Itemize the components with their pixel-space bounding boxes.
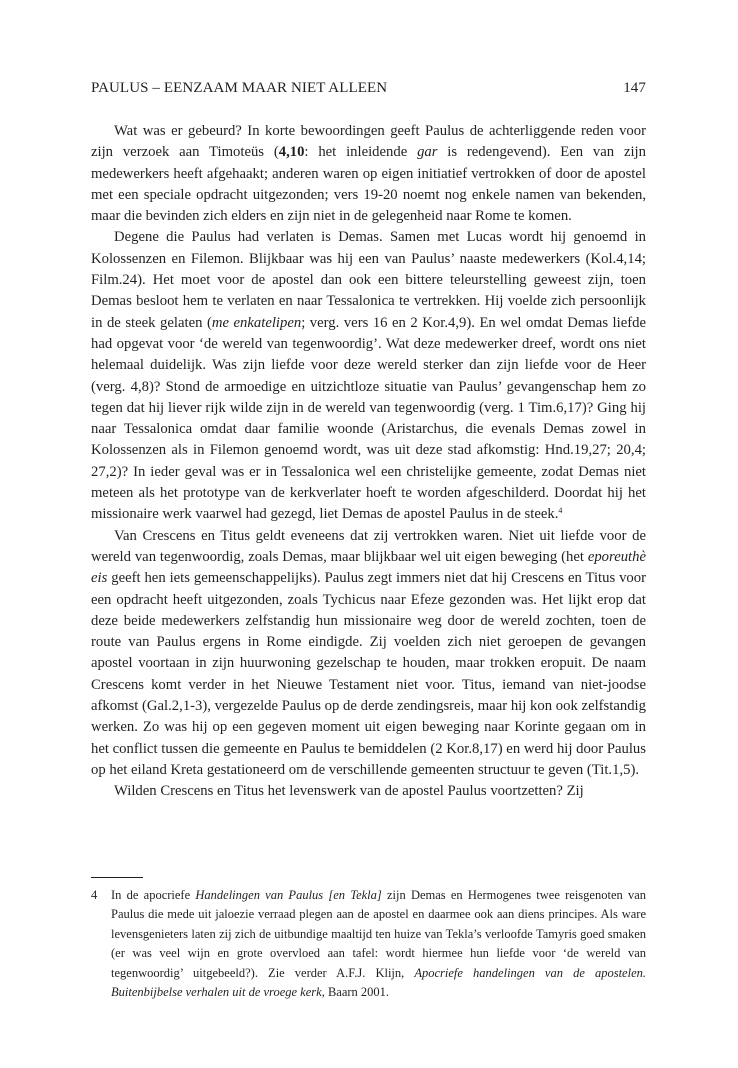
text-run: ; verg. vers 16 en 2 Kor.4,9). En wel omdat Demas liefde had opgevat voor ‘de wereld van tegenwoordig’. Wat deze medewerker dreef, wordt ons niet helemaal duidelijk. Was zijn liefde voor deze wereld sterker dan zijn liefde voor de Heer (verg. 4,8)? Stond de armoedige en uitzichtloze situatie van Paulus’ gevangenschap hem zo tegen dat hij liever rijk wilde zijn in de wereld van tegenwoordig (verg. 1 Tim.6,17)? Ging hij naar Tessalonica omdat daar familie woonde (Aristarchus, die evenals Demas zowel in Kolossenzen als in Filemon genoemd wordt, was uit deze stad afkomstig: Hnd.19,27; 20,4; 27,2)? In ieder geval was er in Tessalonica wel een christelijke gemeente, zodat Demas niet meteen als het prototype van de kerkverlater hoeft te worden afgeschilderd. Doordat hij het missionaire werk vaarwel had gezegd, liet Demas de apostel Paulus in de steek. [91,314,646,523]
text-run: Wilden Crescens en Titus het levenswerk van de apostel Paulus voortzetten? Zij [114,783,584,800]
page-number: 147 [623,80,646,96]
text-run: Wat was er gebeurd? In korte bewoordingen geeft Paulus de achterliggende reden voor zijn verzoek aan Timoteüs ( [91,123,646,161]
text-run: Van Crescens en Titus geldt eveneens dat zij vertrokken waren. Niet uit liefde voor de wereld van tegenwoordig, zoals Demas, maar blijkbaar wel uit eigen beweging (het [91,527,646,565]
italic-term: me enkatelipen [211,314,302,331]
italic-title: Handelingen van Paulus [en Tekla] [195,888,382,902]
text-run: is redengevend). Een van zijn medewerkers heeft afgehaakt; anderen waren op eigen initiatief vertrokken of door de apostel met een speciale opdracht uitgezonden; vers 19-20 noemt nog enkele namen van bekenden, maar die bevinden zich elders en zijn niet in de gelegenheid naar Rome te komen. [91,144,646,225]
text-run: : het inleidende [304,144,418,161]
text-run: In de apocriefe [111,888,196,902]
paragraph [91,121,646,227]
footnote-marker: 4 [558,506,563,516]
text-run: zijn Demas en Hermogenes twee reisgenoten van Paulus die mede uit jaloezie verraad plegen aan de apostel en daarmee ook aan diens principes. Als ware levensgenieters laten zij zich de uitbundige maaltijd ten huize van Tekla’s verloofde Tamyris goed smaken (er was veel wijn en grote overvloed aan tafel: wordt hiermee hun liefde voor ‘de wereld van tegenwoordig’ uitgebeeld?). Zie verder A.F.J. Klijn, [111,888,647,980]
text-run: geeft hen iets gemeenschappelijks). Paulus zegt immers niet dat hij Crescens en Titus voor een opdracht heeft uitgezonden, zoals Tychicus naar Efeze gezonden was. Het lijkt erop dat deze beide medewerkers zelfstandig hun missionaire weg door de wereld zochten, toen de route van Paulus ergens in Rome eindigde. Zij voelden zich niet geroepen de gevangen apostel voortaan in zijn huurwoning gezelschap te houden, maar trokken eropuit. De naam Crescens komt verder in het Nieuwe Testament niet voor. Titus, iemand van niet-joodse afkomst (Gal.2,1-3), vergezelde Paulus op de derde zendingsreis, maar hij kon ook zelfstandig werken. Zo was hij op een gegeven moment uit eigen beweging naar Korinte gegaan om in het conflict tussen die gemeente en Paulus te bemiddelen (2 Kor.8,17) en werd hij door Paulus op het eiland Kreta gestationeerd om de verschillende gemeenten structuur te geven (Tit.1,5). [91,570,646,778]
footnote-text [111,886,646,1002]
italic-term: eporeuthè eis [91,548,646,587]
paragraph [91,227,646,525]
footnote-separator [91,877,143,878]
body-text [91,121,646,803]
footnote [91,886,646,1002]
running-title: PAULUS – EENZAAM MAAR NIET ALLEEN [91,80,388,96]
paragraph [91,781,646,802]
paragraph [91,526,646,782]
italic-title: Apocriefe handelingen van de apostelen. Buitenbijbelse verhalen uit de vroege kerk [111,965,646,1000]
footnote-number: 4 [91,888,98,902]
bold-reference: 4,10 [278,144,305,161]
text-run: , Baarn 2001. [321,985,390,1000]
text-run: Degene die Paulus had verlaten is Demas. Samen met Lucas wordt hij genoemd in Kolossenzen en Filemon. Blijkbaar was hij een van Paulus’ naaste medewerkers (Kol.4,14; Film.24). Het moet voor de apostel dan ook een bittere teleurstelling geweest zijn, toen Demas besloot hem te verlaten en naar Tessalonica te vertrekken. Hij voelde zich persoonlijk in de steek gelaten ( [91,229,646,331]
italic-term: gar [417,144,438,161]
